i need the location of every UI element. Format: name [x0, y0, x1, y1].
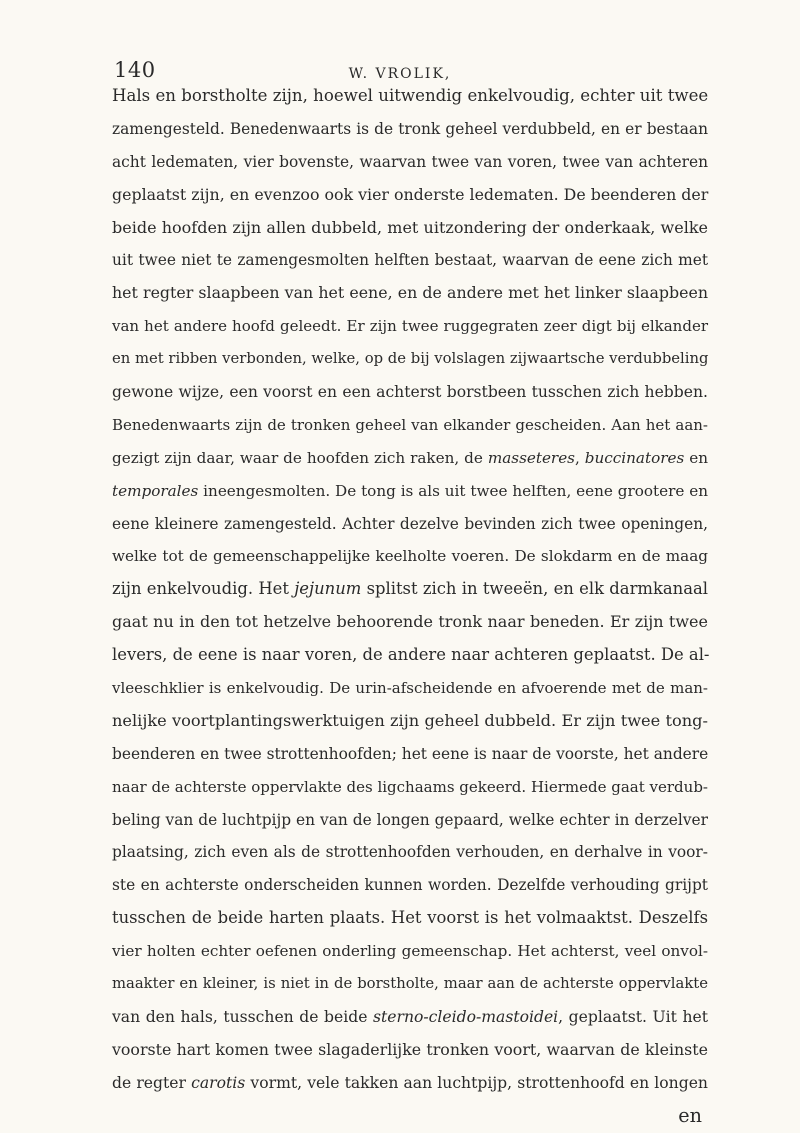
text-line: [112, 80, 708, 113]
catchword: [112, 1100, 708, 1133]
text-segment: ,: [574, 448, 585, 467]
text-segment: levers, de eene is naar voren, de andere naar achteren geplaatst. De al-: [112, 645, 710, 665]
text-line: [112, 1067, 708, 1100]
text-segment: Benedenwaarts zijn de tronken geheel van elkander gescheiden. Aan het aan-: [112, 415, 708, 434]
text-line: [112, 409, 708, 442]
text-line: [112, 113, 708, 146]
text-segment: ste en achterste onderscheiden kunnen worden. Dezelfde verhouding grijpt: [112, 876, 708, 895]
italic-term: jejunum: [294, 579, 362, 599]
italic-term: buccinatores: [584, 448, 685, 467]
text-segment: plaatsing, zich even als de strottenhoofden verhouden, en derhalve in voor-: [112, 843, 708, 862]
text-line: [112, 212, 708, 245]
text-line: [112, 244, 708, 277]
text-segment: beide hoofden zijn allen dubbeld, met uitzondering der onderkaak, welke: [112, 217, 708, 237]
text-line: [112, 902, 708, 935]
text-segment: zamengesteld. Benedenwaarts is de tronk geheel verdubbeld, en er bestaan: [112, 119, 708, 138]
text-line: [112, 639, 708, 672]
italic-term: masseteres: [487, 448, 575, 467]
text-segment: en: [684, 448, 708, 467]
text-line: [112, 804, 708, 837]
text-segment: Hals en borstholte zijn, hoewel uitwendig enkelvoudig, echter uit twee: [112, 86, 709, 105]
text-line: [112, 1034, 708, 1067]
text-segment: en: [678, 1103, 702, 1127]
text-segment: naar de achterste oppervlakte des ligchaams gekeerd. Hiermede gaat verdub-: [112, 777, 708, 796]
text-segment: en met ribben verbonden, welke, op de bij volslagen zijwaartsche verdubbeling: [112, 350, 709, 368]
running-head: W. VROLIK,: [348, 66, 452, 82]
text-segment: gewone wijze, een voorst en een achterst borstbeen tusschen zich hebben.: [112, 383, 708, 402]
text-segment: de regter: [112, 1073, 192, 1092]
text-line: [112, 1001, 708, 1034]
italic-term: carotis: [191, 1073, 246, 1092]
text-segment: ineengesmolten. De tong is als uit twee helften, eene grootere en: [198, 481, 708, 500]
text-line: [112, 606, 708, 639]
italic-term: temporales: [112, 481, 199, 500]
text-segment: splitst zich in tweeën, en elk darmkanaal: [361, 579, 708, 599]
page-number: 140: [114, 58, 156, 82]
text-line: [112, 508, 708, 541]
body-text: [112, 80, 708, 1133]
text-line: [112, 836, 708, 869]
text-line: [112, 310, 708, 343]
text-segment: , geplaatst. Uit het: [558, 1007, 708, 1026]
text-segment: gezigt zijn daar, waar de hoofden zich raken, de: [112, 448, 488, 467]
text-segment: het regter slaapbeen van het eene, en de andere met het linker slaapbeen: [112, 283, 708, 303]
text-line: [112, 672, 708, 705]
text-line: [112, 343, 708, 376]
text-line: [112, 146, 708, 179]
text-segment: maakter en kleiner, is niet in de borstholte, maar aan de achterste oppervlakte: [112, 975, 708, 993]
italic-term: sterno-cleido-mastoidei: [373, 1007, 559, 1026]
text-line: [112, 475, 708, 508]
text-segment: nelijke voortplantingswerktuigen zijn geheel dubbeld. Er zijn twee tong-: [112, 710, 708, 730]
text-line: [112, 179, 708, 212]
text-segment: vormt, vele takken aan luchtpijp, strottenhoofd en longen: [245, 1073, 708, 1092]
text-line: [112, 935, 708, 968]
text-segment: tusschen de beide harten plaats. Het voorst is het volmaaktst. Deszelfs: [112, 908, 708, 928]
text-segment: voorste hart komen twee slagaderlijke tronken voort, waarvan de kleinste: [112, 1039, 708, 1059]
text-segment: vier holten echter oefenen onderling gemeenschap. Het achterst, veel onvol-: [112, 942, 708, 961]
text-segment: welke tot de gemeenschappelijke keelholte voeren. De slokdarm en de maag: [112, 547, 708, 566]
text-segment: beenderen en twee strottenhoofden; het eene is naar de voorste, het andere: [112, 744, 709, 763]
text-segment: beling van de luchtpijp en van de longen gepaard, welke echter in derzelver: [112, 810, 708, 829]
text-segment: geplaatst zijn, en evenzoo ook vier onderste ledematen. De beenderen der: [112, 184, 709, 204]
text-segment: van het andere hoofd geleedt. Er zijn twee ruggegraten zeer digt bij elkander: [112, 317, 708, 336]
text-segment: acht ledematen, vier bovenste, waarvan twee van voren, twee van achteren: [112, 152, 708, 171]
text-segment: vleeschklier is enkelvoudig. De urin-afscheidende en afvoerende met de man-: [112, 679, 708, 698]
text-segment: eene kleinere zamengesteld. Achter dezelve bevinden zich twee openingen,: [112, 514, 708, 533]
text-line: [112, 771, 708, 804]
text-segment: zijn enkelvoudig. Het: [112, 579, 295, 599]
text-line: [112, 540, 708, 573]
text-line: [112, 376, 708, 409]
text-line: [112, 738, 708, 771]
text-line: [112, 277, 708, 310]
text-line: [112, 573, 708, 606]
text-segment: uit twee niet te zamengesmolten helften bestaat, waarvan de eene zich met: [112, 251, 708, 270]
text-line: [112, 869, 708, 902]
text-segment: van den hals, tusschen de beide: [112, 1007, 374, 1026]
text-line: [112, 442, 708, 475]
text-segment: gaat nu in den tot hetzelve behoorende tronk naar beneden. Er zijn twee: [112, 612, 708, 632]
text-line: [112, 705, 708, 738]
text-line: [112, 968, 708, 1001]
